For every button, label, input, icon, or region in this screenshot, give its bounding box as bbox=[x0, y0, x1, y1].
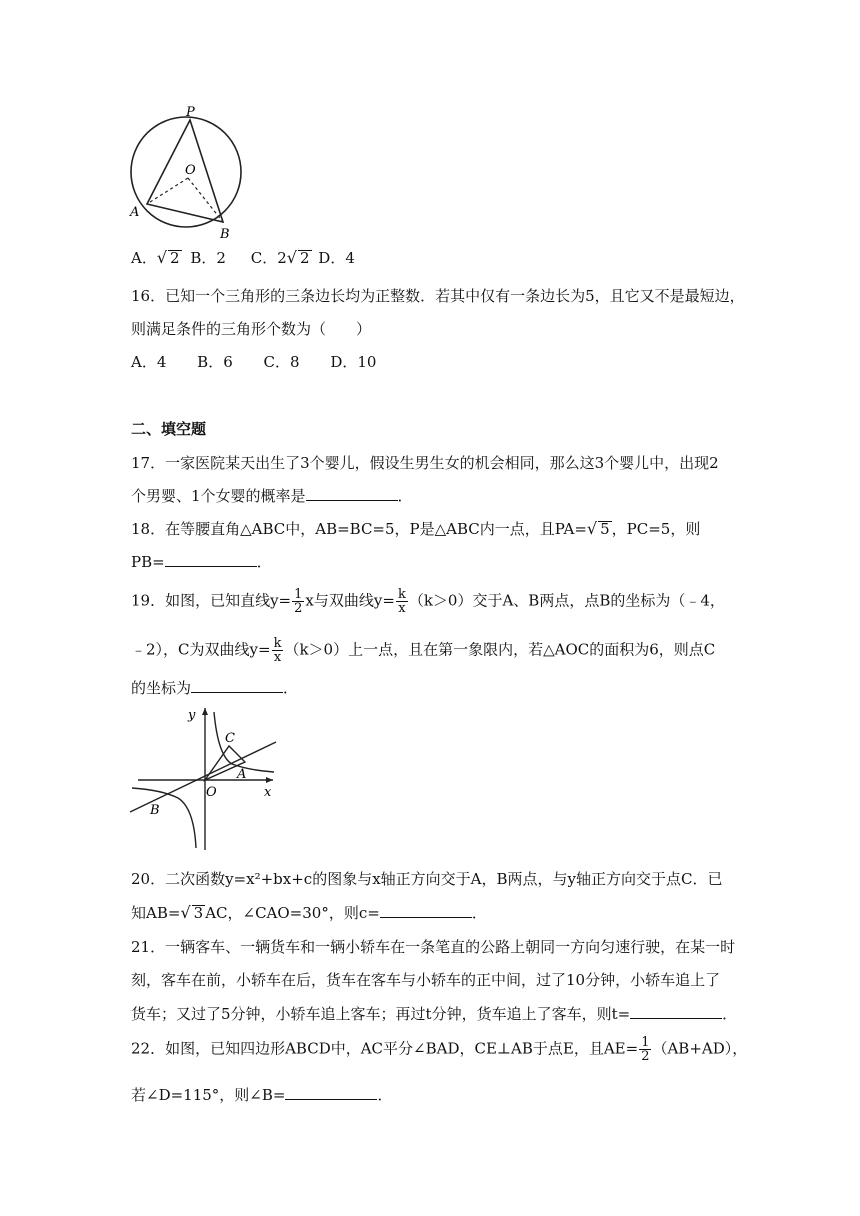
q21-line1: 21．一辆客车、一辆货车和一辆小轿车在一条笔直的公路上朝同一方向匀速行驶，在某一时 bbox=[131, 938, 736, 956]
label-y: y bbox=[188, 708, 196, 723]
label-c: C bbox=[225, 731, 235, 746]
q19-answer-blank[interactable] bbox=[191, 678, 283, 693]
fraction-k-over-x: $\frac{k}{x}$ bbox=[397, 587, 406, 616]
q16-option-a: A．4 bbox=[131, 353, 167, 371]
q19-line3: 的坐标为 ． bbox=[131, 679, 299, 697]
q22-answer-blank[interactable] bbox=[285, 1085, 377, 1100]
label-o: O bbox=[206, 785, 217, 800]
q16-option-d: D．10 bbox=[330, 353, 377, 371]
q17-answer-blank[interactable] bbox=[306, 486, 398, 501]
q16-line1: 16．已知一个三角形的三条边长均为正整数．若其中仅有一条边长为5，且它又不是最短边， bbox=[131, 287, 745, 305]
label-b: B bbox=[220, 227, 230, 239]
section-heading-fill-in: 二、填空题 bbox=[131, 420, 207, 438]
hyperbola-branch-q3 bbox=[132, 788, 196, 848]
q17-line2: 个男婴、1个女婴的概率是 ． bbox=[131, 487, 413, 505]
label-x: x bbox=[264, 785, 272, 800]
q15-option-d: D．4 bbox=[318, 249, 355, 267]
q21-line2: 刻，客车在前，小轿车在后，货车在客车与小轿车的正中间，过了10分钟，小轿车追上了 bbox=[131, 971, 721, 989]
label-p: P bbox=[186, 105, 195, 120]
q22-line1: 22．如图，已知四边形ABCD中，AC平分∠BAD，CE⊥AB于点E，且AE= $\frac{1}{2}$ （AB+AD）， bbox=[131, 1035, 748, 1064]
q15-option-c: C．2√ 2 bbox=[250, 248, 310, 267]
q19-line1: 19．如图，已知直线y= $\frac{1}{2}$ x与双曲线y= $\frac{k}{x}$ （k＞0）交于A、B两点，点B的坐标为（﹣4， bbox=[131, 587, 725, 616]
hyperbola-line-figure bbox=[128, 704, 278, 852]
fraction-one-half-2: $\frac{1}{2}$ bbox=[641, 1035, 650, 1064]
q21-line3: 货车；又过了5分钟，小轿车追上客车；再过t分钟，货车追上了客车，则t= ． bbox=[131, 1005, 738, 1023]
q17-line1: 17．一家医院某天出生了3个婴儿，假设生男生女的机会相同，那么这3个婴儿中，出现2 bbox=[131, 454, 719, 472]
q20-answer-blank[interactable] bbox=[380, 903, 472, 918]
q15-option-a: A．√ 2 bbox=[131, 248, 180, 267]
q21-answer-blank[interactable] bbox=[630, 1004, 722, 1019]
line-y-half-x bbox=[130, 742, 276, 812]
fraction-one-half: $\frac{1}{2}$ bbox=[294, 587, 303, 616]
label-a: A bbox=[130, 205, 140, 220]
q19-line2: ﹣2），C为双曲线y= $\frac{k}{x}$ （k＞0）上一点，且在第一象限内，若△AOC的面积为6，则点C bbox=[131, 636, 716, 665]
q18-line1: 18．在等腰直角△ABC中，AB=BC=5，P是△ABC内一点，且PA=√ 5 ，PC=5，则 bbox=[131, 519, 701, 538]
label-a: A bbox=[237, 767, 247, 782]
q20-line2: 知AB=√ 3 AC，∠CAO=30°，则c= ． bbox=[131, 903, 487, 922]
q18-answer-blank[interactable] bbox=[165, 552, 257, 567]
circle-triangle-figure bbox=[128, 104, 248, 239]
q16-option-c: C．8 bbox=[263, 353, 300, 371]
q15-options bbox=[131, 247, 355, 268]
label-o: O bbox=[185, 163, 196, 178]
q16-options bbox=[131, 351, 376, 372]
q15-option-b: B．2 bbox=[190, 249, 226, 267]
label-b: B bbox=[150, 803, 160, 818]
q18-line2: PB= ． bbox=[131, 553, 272, 571]
fraction-k-over-x-2: $\frac{k}{x}$ bbox=[273, 636, 282, 665]
q22-line2: 若∠D=115°，则∠B= ． bbox=[131, 1086, 393, 1104]
q16-option-b: B．6 bbox=[197, 353, 233, 371]
q20-line1: 20．二次函数y=x²+bx+c的图象与x轴正方向交于A，B两点，与y轴正方向交于点C．已 bbox=[131, 870, 723, 888]
q16-line2: 则满足条件的三角形个数为（ ） bbox=[131, 320, 372, 338]
